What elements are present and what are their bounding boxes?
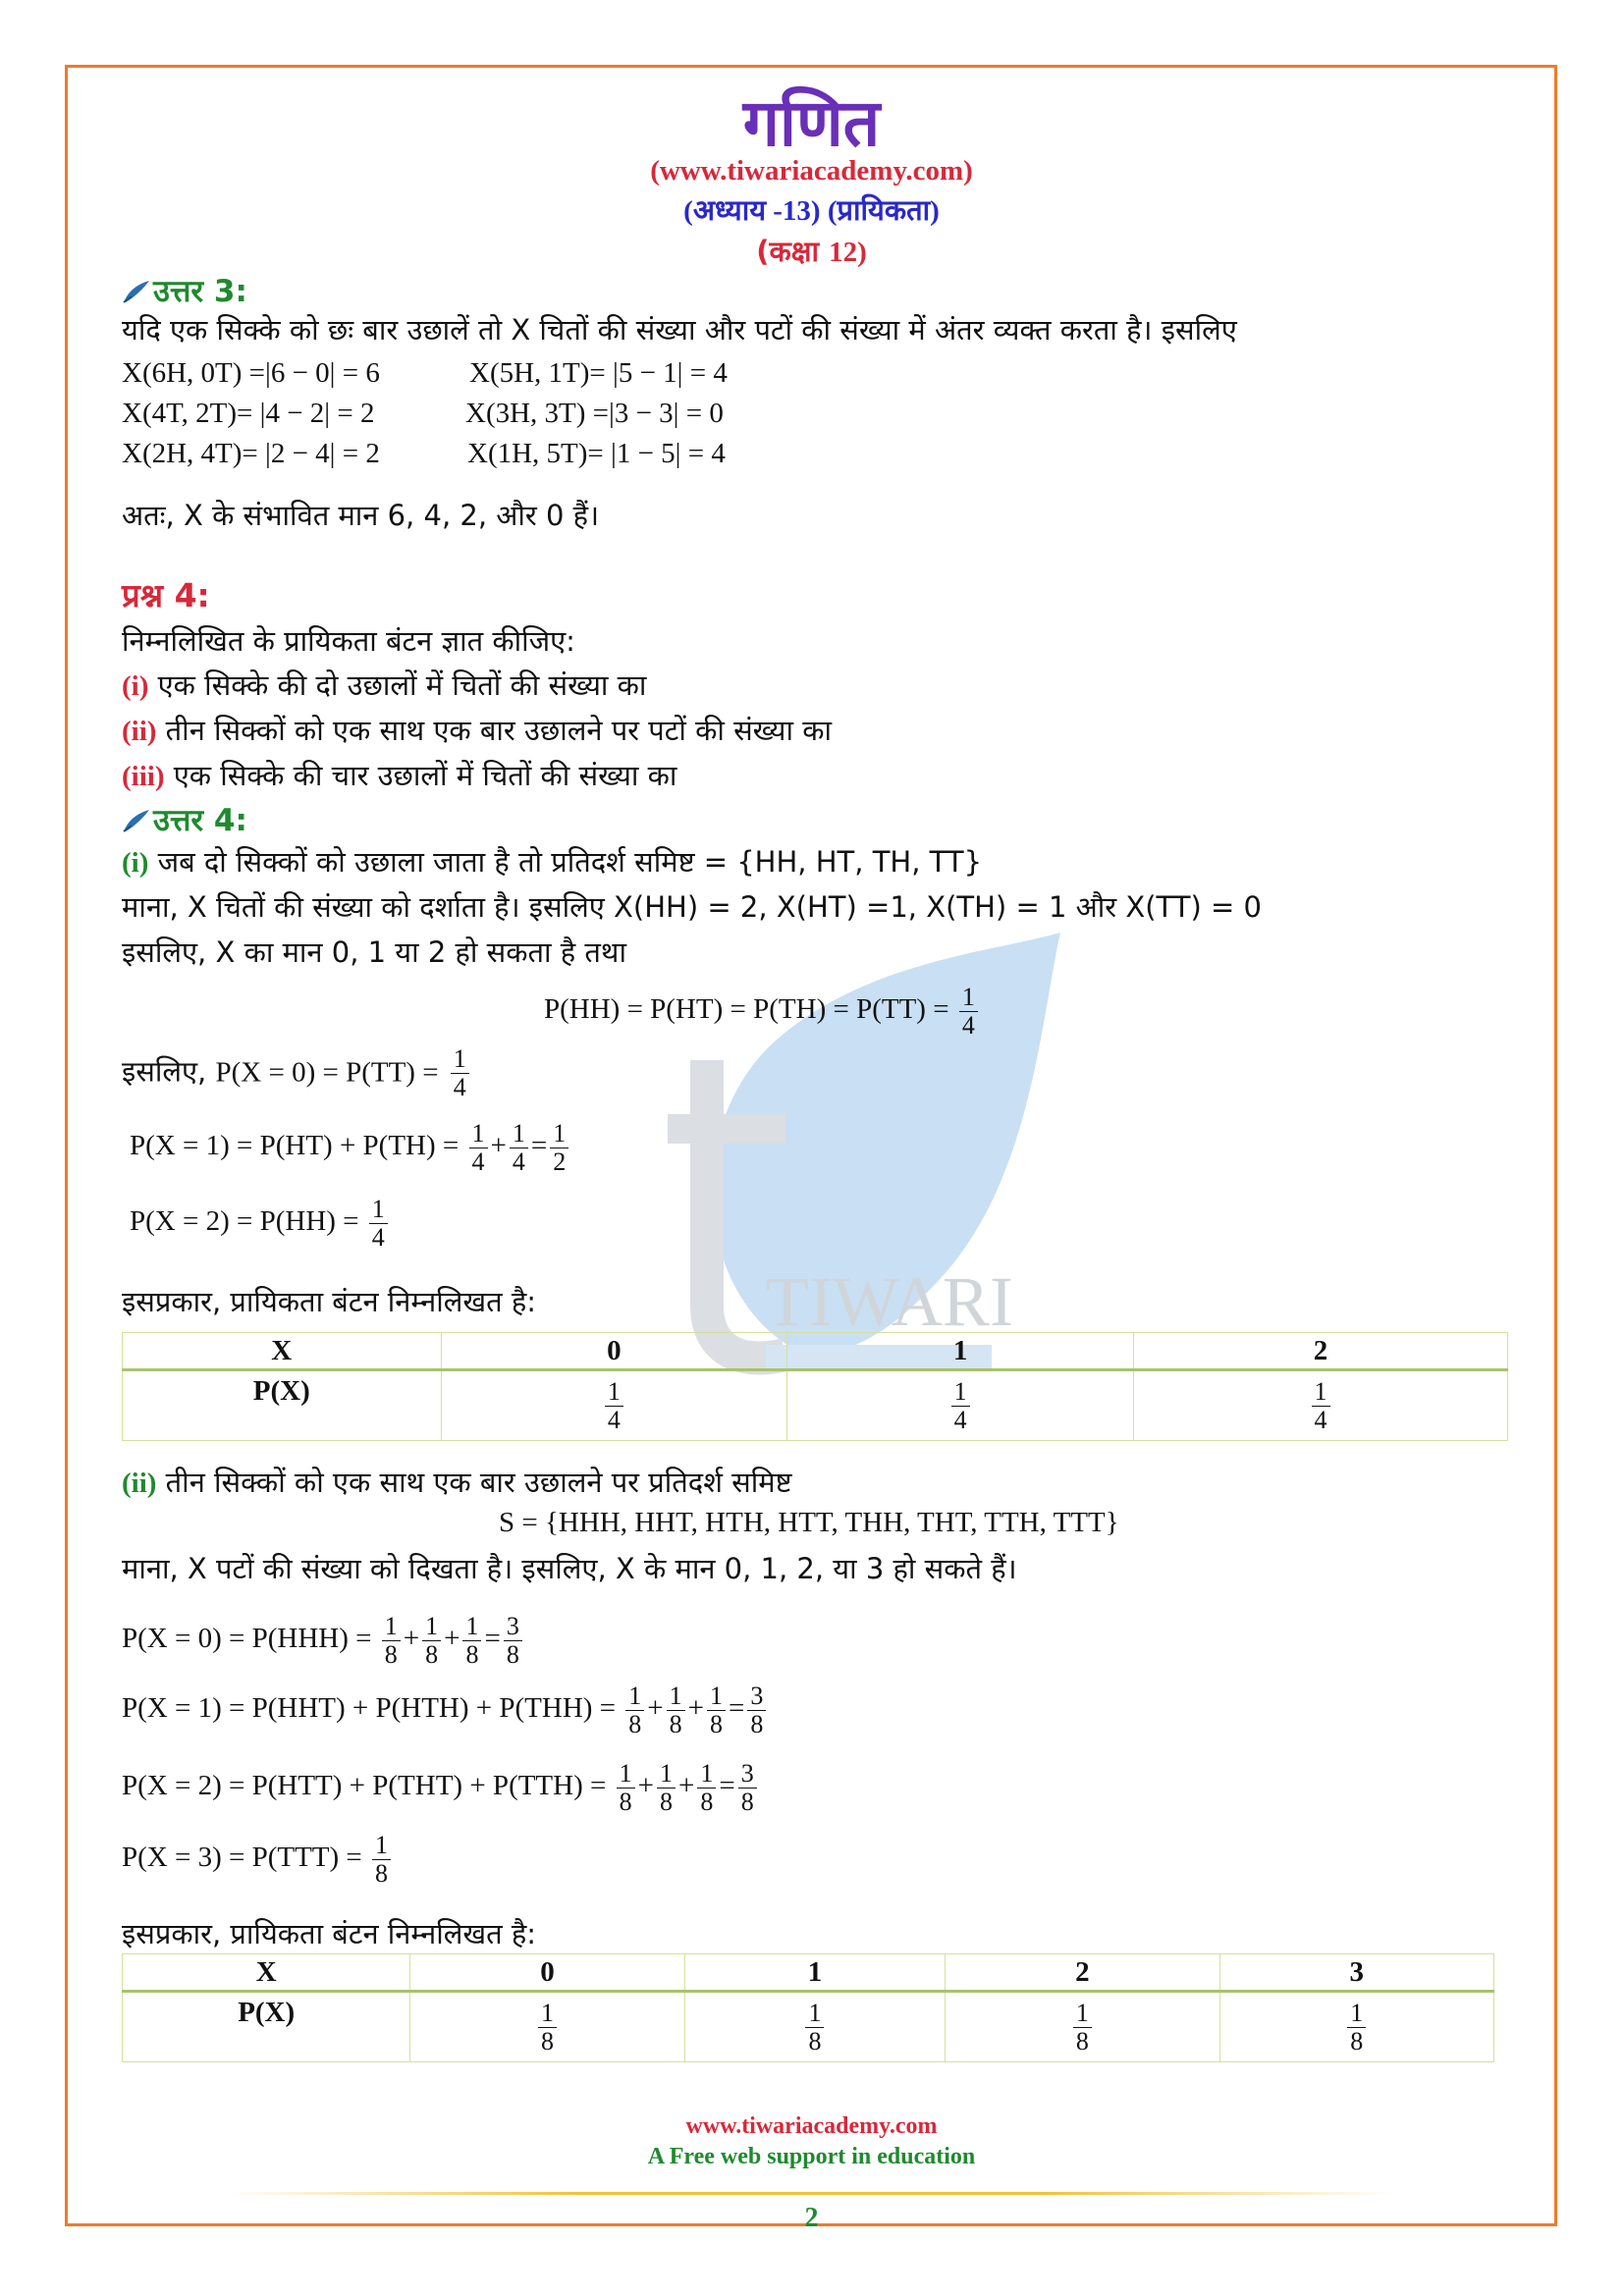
- table1-intro: इसप्रकार, प्रायिकता बंटन निम्नलिखत है:: [122, 1285, 537, 1318]
- denominator: 4: [607, 1405, 621, 1434]
- header-website: (www.tiwariacademy.com): [650, 155, 973, 187]
- fraction: [657, 1760, 676, 1816]
- question4-part-i: [122, 666, 646, 704]
- numerator: 3: [738, 1760, 757, 1789]
- plus-sign: +: [687, 1692, 705, 1725]
- table-header-cell: X: [123, 1333, 442, 1370]
- part-text: तीन सिक्कों को एक साथ एक बार उछालने पर प्रतिदर्श समिष्ट: [156, 1466, 792, 1499]
- denominator: 8: [506, 1640, 519, 1669]
- equation-text: P(X = 2) = P(HH) =: [130, 1205, 359, 1238]
- denominator: 8: [700, 1788, 714, 1816]
- fraction: [504, 1613, 522, 1669]
- subject-title: गणित: [742, 85, 881, 161]
- answer3-row1-b: X(5H, 1T)= |5 − 1| = 4: [469, 357, 728, 389]
- plus-sign: +: [403, 1623, 420, 1655]
- fraction: [707, 1682, 726, 1738]
- numerator: 1: [605, 1378, 623, 1407]
- plus-sign: +: [647, 1692, 664, 1725]
- footer-tagline: A Free web support in education: [647, 2144, 976, 2169]
- numerator: 1: [625, 1682, 644, 1711]
- fraction: [510, 1120, 528, 1176]
- page-number: 2: [804, 2203, 819, 2233]
- equals-sign: =: [729, 1692, 745, 1725]
- answer3-intro: यदि एक सिक्के को छः बार उछालें तो X चितों की संख्या और पटों की संख्या में अंतर व्यक्त करता है। इसलिए: [122, 313, 1237, 347]
- class-heading: [0, 232, 1623, 270]
- watermark-text: TIWARI: [766, 1262, 1013, 1341]
- table-header-cell: 1: [684, 1954, 945, 1992]
- equation-text: P(X = 1) = P(HHT) + P(HTH) + P(THH) =: [122, 1692, 617, 1725]
- numerator: 1: [462, 1613, 481, 1641]
- fraction: [451, 1045, 469, 1101]
- table-header-cell: 0: [410, 1954, 684, 1992]
- denominator: 8: [628, 1710, 642, 1738]
- denominator: 4: [961, 1011, 975, 1040]
- table-row-label: P(X): [123, 1370, 442, 1441]
- table-cell: [787, 1370, 1134, 1441]
- answer3-conclusion: अतः, X के संभावित मान 6, 4, 2, और 0 हैं।: [122, 499, 600, 532]
- denominator: 4: [453, 1073, 466, 1101]
- part-number: (ii): [122, 716, 157, 747]
- denominator: 8: [375, 1859, 389, 1888]
- table-cell: [441, 1370, 787, 1441]
- denominator: 8: [808, 2026, 822, 2056]
- numerator: 1: [510, 1120, 528, 1148]
- fraction: [738, 1760, 757, 1816]
- numerator: 1: [667, 1682, 685, 1711]
- denominator: 4: [371, 1223, 385, 1252]
- fraction: [422, 1613, 441, 1669]
- answer4-label: [122, 799, 247, 840]
- table-header-row: [123, 1954, 1494, 1992]
- fraction: [550, 1120, 568, 1176]
- part-text: एक सिक्के की चार उछालों में चितों की संख्या का: [164, 759, 677, 792]
- numerator: 1: [550, 1120, 568, 1148]
- plus-sign: +: [637, 1770, 654, 1802]
- fraction: [697, 1760, 716, 1816]
- table-header-cell: 3: [1219, 1954, 1493, 1992]
- numerator: 1: [1073, 2000, 1092, 2028]
- fraction: [462, 1613, 481, 1669]
- footer-website[interactable]: www.tiwariacademy.com: [685, 2113, 938, 2139]
- chapter-name: प्रायिकता: [837, 193, 931, 227]
- equation-prefix: इसलिए,: [122, 1054, 216, 1089]
- denominator: 4: [471, 1148, 485, 1176]
- part-number: (i): [122, 670, 149, 702]
- answer4-part1-line2: माना, X चितों की संख्या को दर्शाता है। इसलिए X(HH) = 2, X(HT) =1, X(TH) = 1 और X(TT) = 0: [122, 890, 1262, 924]
- distribution-table-2: [122, 1953, 1494, 2062]
- answer3-row2-a: X(4T, 2T)= |4 − 2| = 2: [122, 398, 375, 429]
- part-text: एक सिक्के की दो उछालों में चितों की संख्या का: [148, 668, 647, 702]
- denominator: 2: [553, 1148, 567, 1176]
- answer4-label-text: उत्तर 4:: [153, 803, 247, 838]
- denominator: 8: [1350, 2026, 1364, 2056]
- part-text: जब दो सिक्कों को उछाला जाता है तो प्रतिदर्श समिष्ट = {HH, HT, TH, TT}: [148, 845, 983, 879]
- equation-p2x1: [122, 1682, 769, 1738]
- denominator: 8: [384, 1640, 398, 1669]
- fraction: [369, 1196, 388, 1252]
- equation-text: P(X = 0) = P(TT) =: [215, 1056, 439, 1089]
- numerator: 1: [805, 2000, 824, 2028]
- answer4-part1-line1: [122, 842, 982, 881]
- distribution-table-1: [122, 1332, 1508, 1441]
- fraction: [372, 1832, 391, 1888]
- fraction: [667, 1682, 685, 1738]
- sample-space: S = {HHH, HHT, HTH, HTT, THH, THT, TTH, TTT}: [499, 1507, 1119, 1538]
- denominator: 8: [1075, 2026, 1089, 2056]
- equals-sign: =: [484, 1623, 501, 1655]
- equals-sign: =: [719, 1770, 735, 1802]
- equation-px0: [122, 1045, 472, 1101]
- numerator: 1: [422, 1613, 441, 1641]
- answer3-label: [122, 270, 247, 311]
- part-number: (iii): [122, 761, 165, 792]
- numerator: 1: [1312, 1378, 1330, 1407]
- equation-text: P(X = 3) = P(TTT) =: [122, 1842, 362, 1874]
- equation-p2x3: [122, 1832, 394, 1888]
- chapter-heading: [0, 190, 1623, 229]
- footer-divider: [226, 2192, 1394, 2195]
- table-header-row: [123, 1333, 1508, 1370]
- question4-prompt: निम्नलिखित के प्रायिकता बंटन ज्ञात कीजिए:: [122, 624, 575, 658]
- table-cell: [1134, 1370, 1508, 1441]
- class-prefix: (कक्षा: [756, 235, 830, 268]
- answer3-row1-a: X(6H, 0T) =|6 − 0| = 6: [122, 357, 380, 389]
- numerator: 1: [697, 1760, 716, 1789]
- answer4-part2-line2: माना, X पटों की संख्या को दिखता है। इसलिए, X के मान 0, 1, 2, या 3 हो सकते हैं।: [122, 1552, 1017, 1585]
- answer3-label-text: उत्तर 3:: [153, 274, 247, 309]
- fraction: [469, 1120, 488, 1176]
- table-header-cell: 0: [441, 1333, 787, 1370]
- table-row: [123, 1370, 1508, 1441]
- table-header-cell: X: [123, 1954, 410, 1992]
- equation-text: P(X = 1) = P(HT) + P(TH) =: [130, 1130, 460, 1162]
- denominator: 8: [425, 1640, 439, 1669]
- table-header-cell: 1: [787, 1333, 1134, 1370]
- denominator: 8: [619, 1788, 632, 1816]
- part-number: (i): [122, 847, 149, 879]
- denominator: 4: [953, 1405, 967, 1434]
- equation-text: P(X = 2) = P(HTT) + P(THT) + P(TTH) =: [122, 1770, 607, 1802]
- numerator: 1: [707, 1682, 726, 1711]
- part-number: (ii): [122, 1468, 157, 1499]
- equals-sign: =: [530, 1130, 548, 1162]
- question4-part-ii: [122, 711, 832, 749]
- table-cell: [946, 1992, 1219, 2062]
- answer4-part1-line3: इसलिए, X का मान 0, 1 या 2 हो सकता है तथा: [122, 935, 626, 969]
- numerator: 1: [538, 2000, 557, 2028]
- denominator: 8: [750, 1710, 764, 1738]
- denominator: 8: [669, 1710, 682, 1738]
- denominator: 4: [512, 1148, 525, 1176]
- numerator: 1: [369, 1196, 388, 1224]
- numerator: 1: [469, 1120, 488, 1148]
- numerator: 1: [451, 1045, 469, 1074]
- fraction: [617, 1760, 635, 1816]
- equation-p2x0: [122, 1613, 525, 1669]
- table-cell: [684, 1992, 945, 2062]
- table2-intro: इसप्रकार, प्रायिकता बंटन निम्नलिखत है:: [122, 1917, 537, 1950]
- equation-text: P(HH) = P(HT) = P(TH) = P(TT) =: [544, 993, 949, 1026]
- denominator: 8: [541, 2026, 555, 2056]
- class-suffix: ): [857, 237, 867, 268]
- numerator: 3: [504, 1613, 522, 1641]
- class-num: 12: [829, 237, 858, 268]
- equation-px1: [130, 1120, 571, 1176]
- numerator: 3: [747, 1682, 766, 1711]
- plus-sign: +: [677, 1770, 695, 1802]
- numerator: 1: [617, 1760, 635, 1789]
- table-cell: [410, 1992, 684, 2062]
- denominator: 8: [740, 1788, 754, 1816]
- numerator: 1: [959, 984, 978, 1012]
- fraction: [625, 1682, 644, 1738]
- answer3-row3-a: X(2H, 4T)= |2 − 4| = 2: [122, 438, 380, 469]
- equation-text: P(X = 0) = P(HHH) =: [122, 1623, 372, 1655]
- denominator: 4: [1314, 1405, 1327, 1434]
- numerator: 1: [657, 1760, 676, 1789]
- answer3-row2-b: X(3H, 3T) =|3 − 3| = 0: [465, 398, 724, 429]
- table-row: [123, 1992, 1494, 2062]
- denominator: 8: [659, 1788, 673, 1816]
- plus-sign: +: [490, 1130, 507, 1162]
- denominator: 8: [710, 1710, 724, 1738]
- fraction: [959, 984, 978, 1040]
- numerator: 1: [1347, 2000, 1366, 2028]
- denominator: 8: [465, 1640, 479, 1669]
- question4-part-iii: [122, 756, 676, 794]
- fraction: [747, 1682, 766, 1738]
- table-header-cell: 2: [1134, 1333, 1508, 1370]
- pen-icon: [122, 808, 151, 833]
- numerator: 1: [382, 1613, 401, 1641]
- equation-px2: [130, 1196, 391, 1252]
- equation-equal-probs: [544, 984, 981, 1040]
- plus-sign: +: [444, 1623, 460, 1655]
- pen-icon: [122, 279, 151, 304]
- equation-p2x2: [122, 1760, 760, 1816]
- table-row-label: P(X): [123, 1992, 410, 2062]
- table-header-cell: 2: [946, 1954, 1219, 1992]
- answer3-row3-b: X(1H, 5T)= |1 − 5| = 4: [467, 438, 726, 469]
- table-cell: [1219, 1992, 1493, 2062]
- chapter-prefix: (अध्याय -13) (: [683, 195, 838, 227]
- question4-label: प्रश्न 4:: [122, 576, 210, 614]
- answer4-part2-line1: [122, 1463, 792, 1501]
- chapter-suffix: ): [930, 195, 940, 227]
- numerator: 1: [372, 1832, 391, 1860]
- part-text: तीन सिक्कों को एक साथ एक बार उछालने पर पटों की संख्या का: [156, 714, 832, 747]
- fraction: [382, 1613, 401, 1669]
- numerator: 1: [951, 1378, 970, 1407]
